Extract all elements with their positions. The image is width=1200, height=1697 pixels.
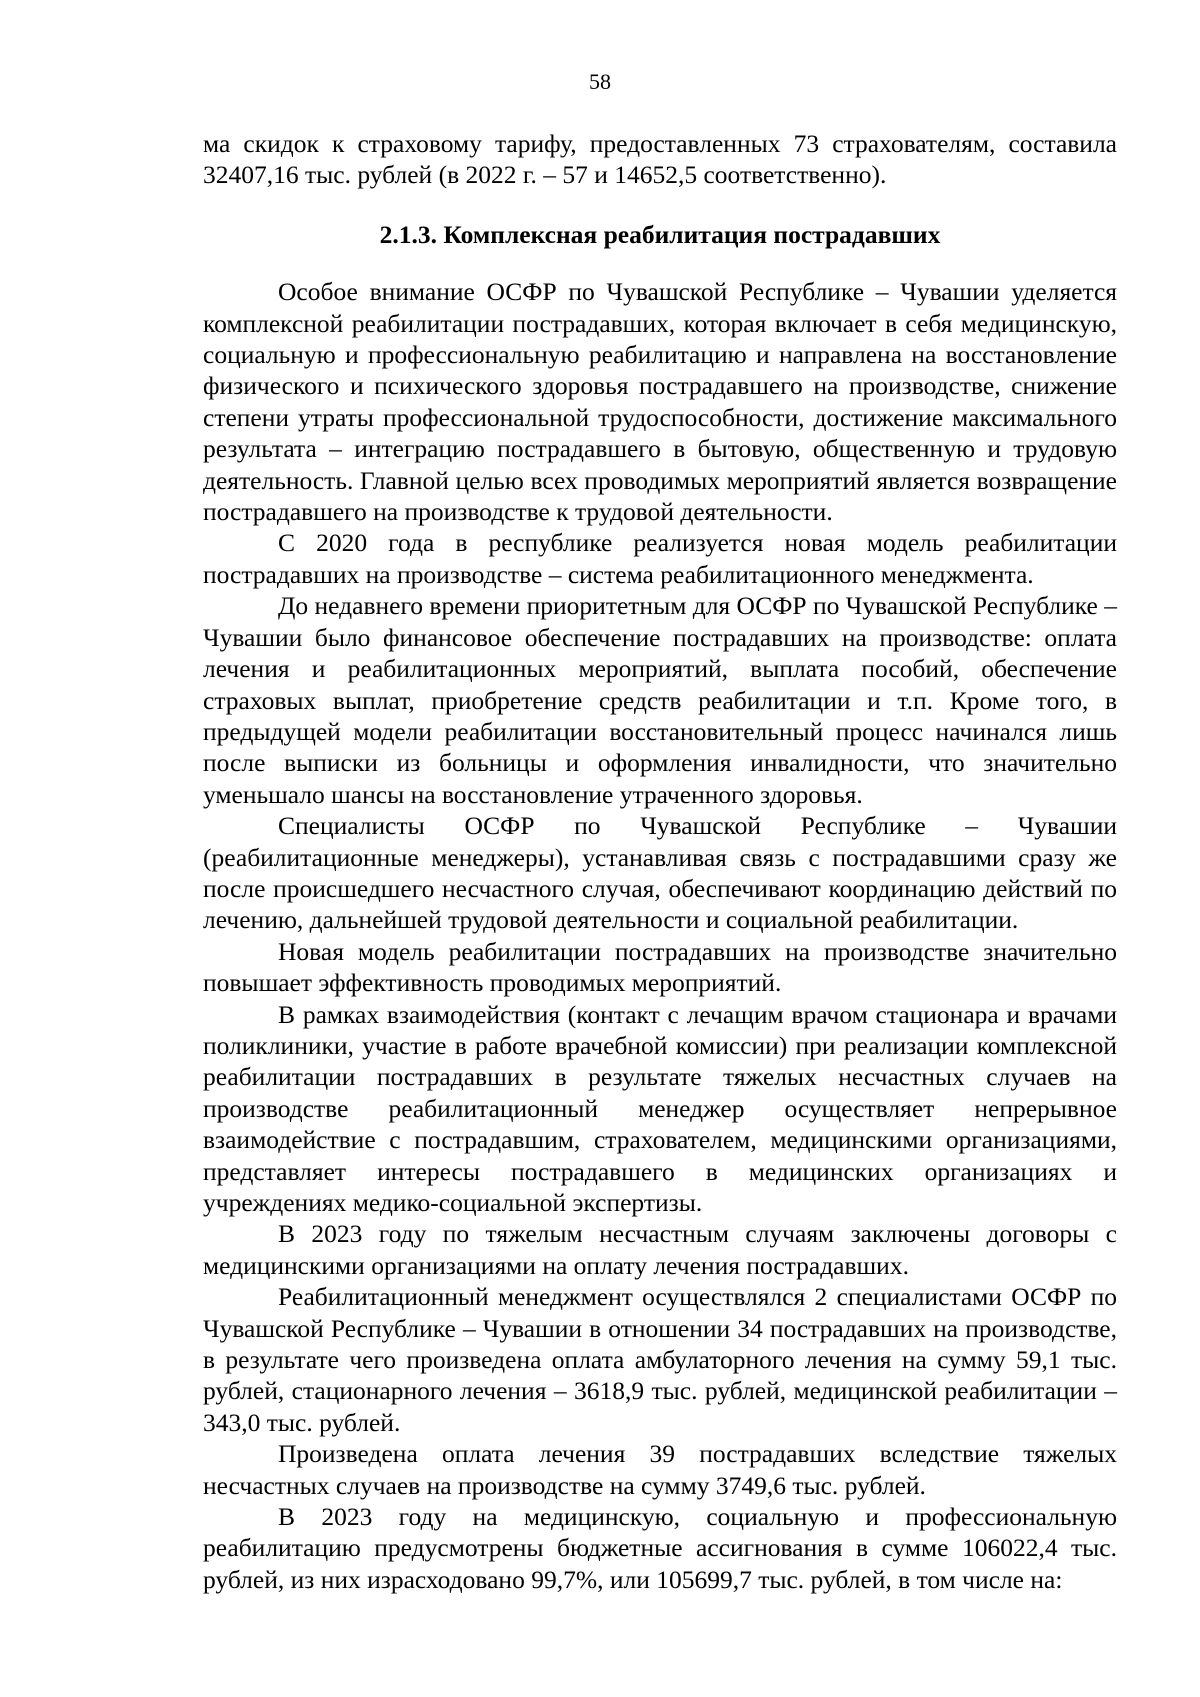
paragraph-6: В рамках взаимодействия (контакт с лечащим врачом стационара и врачами поликлиники, участие в работе врачебной комиссии) при реализации комплексной реабилитации пострадавших в результате тяжелых несчастных случаев на производстве реабилитационный менеджер осуществляет непрерывное взаимодействие с пострадавшим, страхователем, медицинскими организациями, представляет интересы пострадавшего в медицинских организациях и учреждениях медико-социальной экспертизы.	[203, 999, 1117, 1217]
section-heading: 2.1.3. Комплексная реабилитация пострадавших	[379, 219, 941, 249]
paragraph-9: Произведена оплата лечения 39 пострадавших вследствие тяжелых несчастных случаев на производстве на сумму 3749,6 тыс. рублей.	[203, 1439, 1117, 1500]
paragraph-5: Новая модель реабилитации пострадавших на производстве значительно повышает эффективность проводимых мероприятий.	[203, 936, 1117, 998]
intro-paragraph: ма скидок к страховому тарифу, предоставленных 73 страхователям, составила 32407,16 тыс. рублей (в 2022 г. – 57 и 14652,5 соответственно).	[203, 129, 1117, 190]
paragraph-7: В 2023 году по тяжелым несчастным случаям заключены договоры с медицинскими организациями на оплату лечения пострадавших.	[203, 1219, 1117, 1280]
page-number: 58	[589, 69, 611, 94]
paragraph-2: С 2020 года в республике реализуется новая модель реабилитации пострадавших на производстве – система реабилитационного менеджмента.	[203, 528, 1117, 589]
page-body	[203, 128, 1117, 1595]
paragraph-8: Реабилитационный менеджмент осуществлялся 2 специалистами ОСФР по Чувашской Республике – Чувашии в отношении 34 пострадавших на производстве, в результате чего произведена оплата амбулаторного лечения на сумму 59,1 тыс. рублей, стационарного лечения – 3618,9 тыс. рублей, медицинской реабилитации – 343,0 тыс. рублей.	[203, 1282, 1117, 1437]
paragraph-4: Специалисты ОСФР по Чувашской Республике – Чувашии (реабилитационные менеджеры), устанавливая связь с пострадавшими сразу же после происшедшего несчастного случая, обеспечивают координацию действий по лечению, дальнейшей трудовой деятельности и социальной реабилитации.	[203, 811, 1117, 935]
paragraph-10: В 2023 году на медицинскую, социальную и профессиональную реабилитацию предусмотрены бюджетные ассигнования в сумме 106022,4 тыс. рублей, из них израсходовано 99,7%, или 105699,7 тыс. рублей, в том числе на:	[203, 1502, 1117, 1594]
paragraph-3: До недавнего времени приоритетным для ОСФР по Чувашской Республике – Чувашии было финансовое обеспечение пострадавших на производстве: оплата лечения и реабилитационных мероприятий, выплата пособий, обеспечение страховых выплат, приобретение средств реабилитации и т.п. Кроме того, в предыдущей модели реабилитации восстановительный процесс начинался лишь после выписки из больницы и оформления инвалидности, что значительно уменьшало шансы на восстановление утраченного здоровья.	[203, 591, 1117, 809]
paragraph-1: Особое внимание ОСФР по Чувашской Республике – Чувашии уделяется комплексной реабилитации пострадавших, которая включает в себя медицинскую, социальную и профессиональную реабилитацию и направлена на восстановление физического и психического здоровья пострадавшего на производстве, снижение степени утраты профессиональной трудоспособности, достижение максимального результата – интеграцию пострадавшего в бытовую, общественную и трудовую деятельность. Главной целью всех проводимых мероприятий является возвращение пострадавшего на производстве к трудовой деятельности.	[203, 277, 1117, 527]
